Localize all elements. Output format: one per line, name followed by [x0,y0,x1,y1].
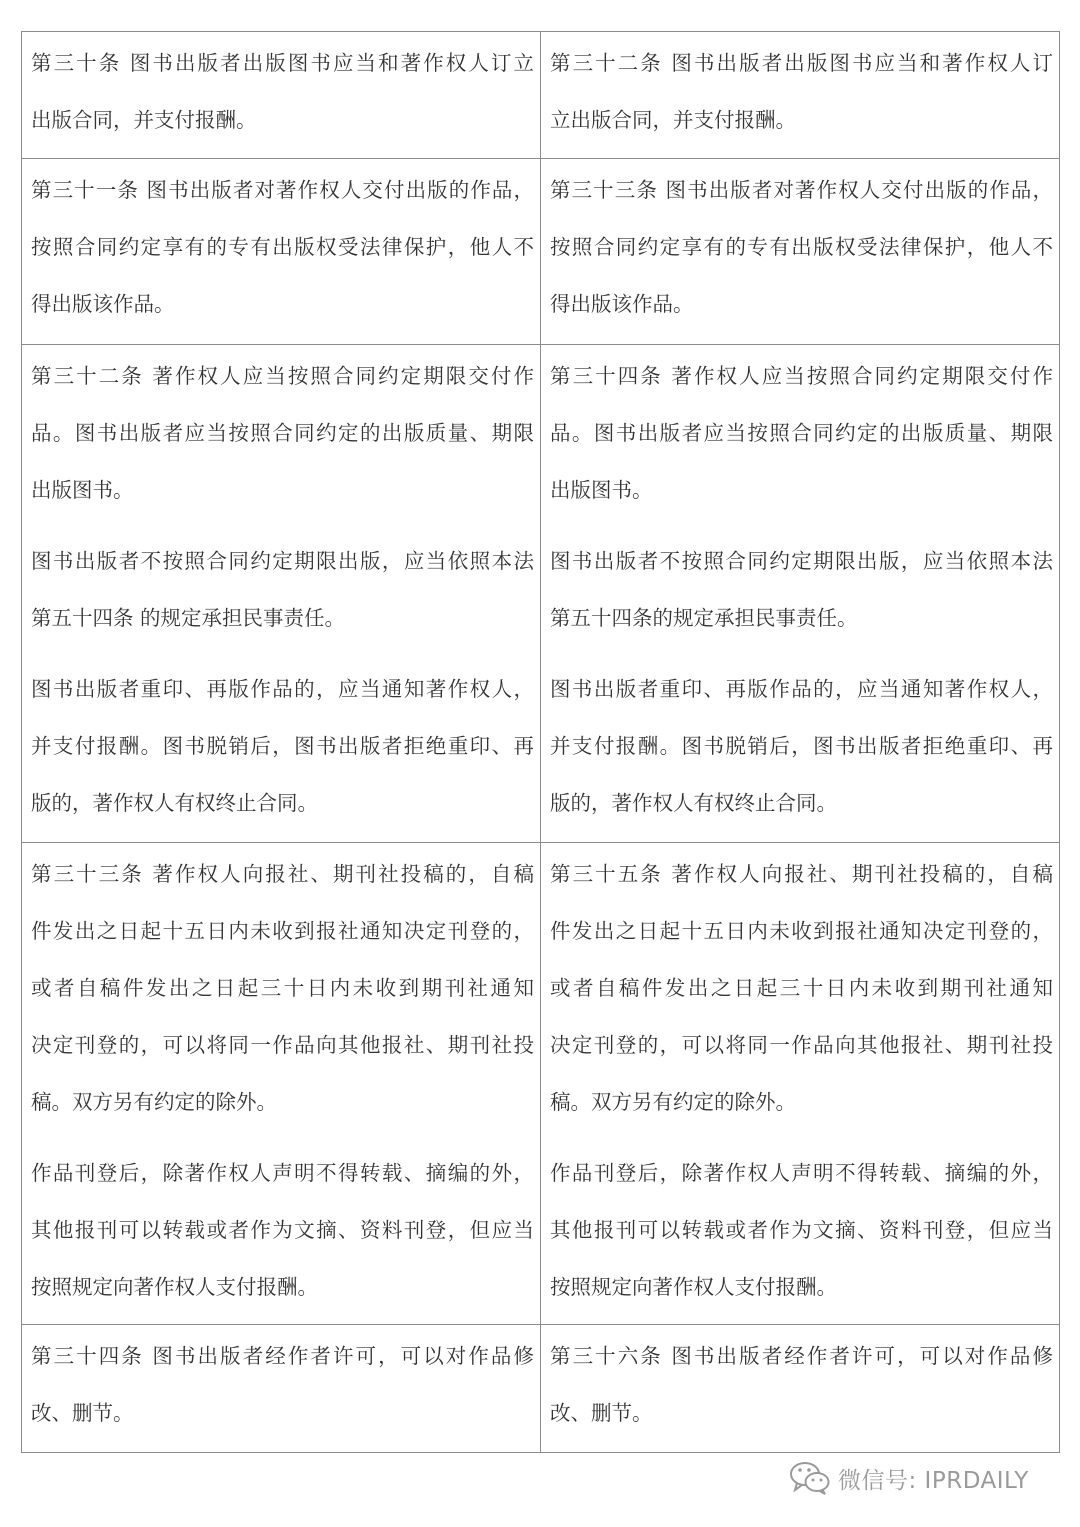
article-paragraph [550,533,1053,647]
table-row [22,843,1060,1325]
article-paragraph [31,35,534,149]
text-line: 件发出之日起十五日内未收到报社通知决定刊登的， [550,919,1053,943]
revised-article-cell [541,32,1060,159]
article-paragraph [31,162,534,333]
article-paragraph [550,846,1053,1131]
text-line: 决定刊登的，可以将同一作品向其他报社、期刊社投 [550,1033,1053,1057]
text-line: 第五十四条 的规定承担民事责任。 [31,606,346,630]
original-article-cell [22,159,541,345]
text-line: 第三十六条 图书出版者经作者许可，可以对作品修 [550,1344,1053,1368]
text-line: 第三十三条 著作权人向报社、期刊社投稿的，自稿 [31,862,534,886]
text-line: 其他报刊可以转载或者作为文摘、资料刊登，但应当 [31,1218,534,1242]
text-line: 第三十四条 著作权人应当按照合同约定期限交付作 [550,364,1053,388]
revised-article-cell [541,843,1060,1325]
text-line: 第三十条 图书出版者出版图书应当和著作权人订立 [31,51,534,75]
text-line: 图书出版者不按照合同约定期限出版，应当依照本法 [31,549,534,573]
text-line: 版的，著作权人有权终止合同。 [550,791,837,815]
text-line: 图书出版者重印、再版作品的，应当通知著作权人， [31,677,534,701]
table-row [22,32,1060,159]
text-line: 第三十三条 图书出版者对著作权人交付出版的作品， [550,178,1053,202]
article-paragraph [550,35,1053,149]
text-line: 品。图书出版者应当按照合同约定的出版质量、期限 [31,421,534,445]
original-article-cell [22,1325,541,1453]
text-line: 第三十二条 图书出版者出版图书应当和著作权人订 [550,51,1053,75]
text-line: 品。图书出版者应当按照合同约定的出版质量、期限 [550,421,1053,445]
text-line: 第三十一条 图书出版者对著作权人交付出版的作品， [31,178,534,202]
article-paragraph [550,1145,1053,1316]
text-line: 出版图书。 [31,478,134,502]
table-row [22,345,1060,843]
text-line: 稿。双方另有约定的除外。 [550,1090,796,1114]
watermark-text: 微信号: IPRDAILY [838,1467,1029,1494]
article-paragraph [550,661,1053,832]
watermark [788,1459,1029,1497]
text-line: 其他报刊可以转载或者作为文摘、资料刊登，但应当 [550,1218,1053,1242]
text-line: 作品刊登后，除著作权人声明不得转载、摘编的外， [31,1161,534,1185]
text-line: 并支付报酬。图书脱销后，图书出版者拒绝重印、再 [550,734,1053,758]
original-article-cell [22,32,541,159]
article-paragraph [550,348,1053,519]
text-line: 第五十四条的规定承担民事责任。 [550,606,858,630]
article-paragraph [31,1145,534,1316]
text-line: 作品刊登后，除著作权人声明不得转载、摘编的外， [550,1161,1053,1185]
article-paragraph [550,1328,1053,1442]
revised-article-cell [541,345,1060,843]
revised-article-cell [541,159,1060,345]
text-line: 图书出版者重印、再版作品的，应当通知著作权人， [550,677,1053,701]
text-line: 按照规定向著作权人支付报酬。 [31,1275,318,1299]
original-article-cell [22,345,541,843]
text-line: 改、删节。 [31,1401,134,1425]
text-line: 得出版该作品。 [31,292,175,316]
text-line: 或者自稿件发出之日起三十日内未收到期刊社通知 [550,976,1053,1000]
text-line: 得出版该作品。 [550,292,694,316]
text-line: 按照合同约定享有的专有出版权受法律保护，他人不 [550,235,1053,259]
comparison-table [21,31,1060,1453]
revised-article-cell [541,1325,1060,1453]
article-paragraph [31,348,534,519]
text-line: 出版合同，并支付报酬。 [31,108,257,132]
text-line: 立出版合同，并支付报酬。 [550,108,796,132]
article-paragraph [31,533,534,647]
text-line: 稿。双方另有约定的除外。 [31,1090,277,1114]
text-line: 出版图书。 [550,478,653,502]
text-line: 或者自稿件发出之日起三十日内未收到期刊社通知 [31,976,534,1000]
table-row [22,159,1060,345]
text-line: 决定刊登的，可以将同一作品向其他报社、期刊社投 [31,1033,534,1057]
text-line: 按照规定向著作权人支付报酬。 [550,1275,837,1299]
text-line: 第三十五条 著作权人向报社、期刊社投稿的，自稿 [550,862,1053,886]
article-paragraph [31,846,534,1131]
article-paragraph [550,162,1053,333]
text-line: 改、删节。 [550,1401,653,1425]
text-line: 并支付报酬。图书脱销后，图书出版者拒绝重印、再 [31,734,534,758]
wechat-icon [788,1460,832,1496]
text-line: 第三十二条 著作权人应当按照合同约定期限交付作 [31,364,534,388]
text-line: 件发出之日起十五日内未收到报社通知决定刊登的， [31,919,534,943]
article-paragraph [31,661,534,832]
text-line: 版的，著作权人有权终止合同。 [31,791,318,815]
original-article-cell [22,843,541,1325]
table-row [22,1325,1060,1453]
text-line: 按照合同约定享有的专有出版权受法律保护，他人不 [31,235,534,259]
text-line: 第三十四条 图书出版者经作者许可，可以对作品修 [31,1344,534,1368]
text-line: 图书出版者不按照合同约定期限出版，应当依照本法 [550,549,1053,573]
article-paragraph [31,1328,534,1442]
